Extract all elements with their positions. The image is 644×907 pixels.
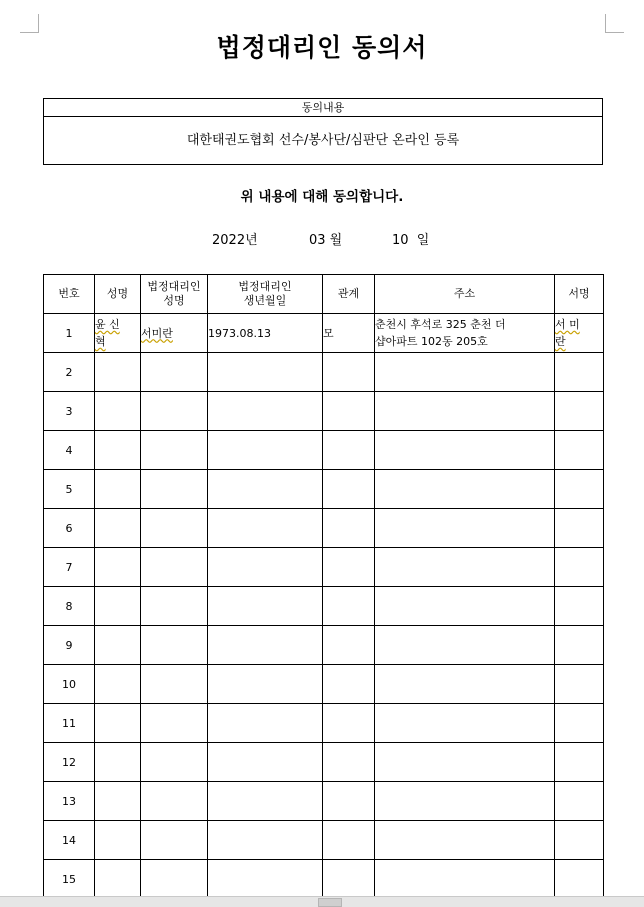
cell-relation[interactable] <box>323 743 375 782</box>
cell-name[interactable] <box>95 392 141 431</box>
cell-no[interactable]: 6 <box>44 509 95 548</box>
cell-guardian-name[interactable] <box>141 821 208 860</box>
table-row <box>44 353 604 392</box>
cell-no[interactable]: 8 <box>44 587 95 626</box>
table-row <box>44 548 604 587</box>
cell-name[interactable] <box>95 353 141 392</box>
cell-guardian-birth[interactable] <box>208 821 323 860</box>
scrollbar-thumb[interactable] <box>318 898 342 907</box>
cell-name[interactable] <box>95 470 141 509</box>
consent-header: 동의내용 <box>44 99 602 117</box>
cell-name[interactable] <box>95 548 141 587</box>
cell-guardian-birth[interactable] <box>208 626 323 665</box>
table-row <box>44 704 604 743</box>
cell-signature[interactable]: 서 미 란 <box>555 314 604 353</box>
cell-guardian-birth[interactable] <box>208 548 323 587</box>
cell-name[interactable] <box>95 626 141 665</box>
cell-signature[interactable] <box>555 860 604 899</box>
cell-guardian-birth[interactable] <box>208 704 323 743</box>
table-row <box>44 860 604 899</box>
cell-guardian-name[interactable] <box>141 509 208 548</box>
guardian-table <box>43 274 604 899</box>
cell-relation[interactable] <box>323 392 375 431</box>
date-year: 2022년 <box>212 233 258 248</box>
cell-no[interactable]: 10 <box>44 665 95 704</box>
cell-relation[interactable] <box>323 665 375 704</box>
cell-signature[interactable] <box>555 665 604 704</box>
cell-name[interactable] <box>95 431 141 470</box>
date-day: 10 일 <box>392 233 430 248</box>
document-title: 법정대리인 동의서 <box>216 33 428 62</box>
cell-address[interactable] <box>375 587 555 626</box>
date-month: 03 월 <box>309 233 343 248</box>
cell-relation[interactable] <box>323 782 375 821</box>
horizontal-scrollbar[interactable] <box>0 896 644 907</box>
table-row <box>44 509 604 548</box>
cell-guardian-name[interactable]: 서미란 <box>141 314 208 353</box>
cell-guardian-birth[interactable] <box>208 860 323 899</box>
cell-name[interactable]: 윤 신 혁 <box>95 314 141 353</box>
cell-no[interactable]: 12 <box>44 743 95 782</box>
cell-address[interactable] <box>375 665 555 704</box>
cell-signature[interactable] <box>555 353 604 392</box>
cell-no[interactable]: 5 <box>44 470 95 509</box>
table-row <box>44 821 604 860</box>
cell-address[interactable] <box>375 782 555 821</box>
cell-relation[interactable] <box>323 704 375 743</box>
cell-no[interactable]: 4 <box>44 431 95 470</box>
cell-guardian-birth[interactable] <box>208 470 323 509</box>
table-row <box>44 431 604 470</box>
cell-guardian-birth[interactable] <box>208 431 323 470</box>
table-body <box>44 314 604 899</box>
cell-relation[interactable]: 모 <box>323 314 375 353</box>
cell-address[interactable] <box>375 743 555 782</box>
cell-relation[interactable] <box>323 509 375 548</box>
cell-name[interactable] <box>95 782 141 821</box>
cell-address[interactable] <box>375 548 555 587</box>
cell-guardian-name[interactable] <box>141 431 208 470</box>
cell-no[interactable]: 11 <box>44 704 95 743</box>
cell-name[interactable] <box>95 743 141 782</box>
header-address: 주소 <box>375 275 555 314</box>
cell-guardian-birth[interactable] <box>208 782 323 821</box>
cell-guardian-name[interactable] <box>141 470 208 509</box>
cell-address[interactable] <box>375 353 555 392</box>
cell-signature[interactable] <box>555 704 604 743</box>
consent-box <box>43 98 603 165</box>
header-name: 성명 <box>95 275 141 314</box>
table-row <box>44 626 604 665</box>
cell-relation[interactable] <box>323 626 375 665</box>
cell-name[interactable] <box>95 665 141 704</box>
cell-guardian-name[interactable] <box>141 587 208 626</box>
cell-relation[interactable] <box>323 587 375 626</box>
cell-no[interactable]: 1 <box>44 314 95 353</box>
cell-no[interactable]: 13 <box>44 782 95 821</box>
header-signature: 서명 <box>555 275 604 314</box>
cell-no[interactable]: 7 <box>44 548 95 587</box>
cell-guardian-name[interactable] <box>141 860 208 899</box>
cell-guardian-name[interactable] <box>141 704 208 743</box>
cell-signature[interactable] <box>555 587 604 626</box>
cell-signature[interactable] <box>555 782 604 821</box>
cell-guardian-name[interactable] <box>141 548 208 587</box>
cell-name[interactable] <box>95 509 141 548</box>
cell-address[interactable] <box>375 860 555 899</box>
cell-guardian-birth[interactable] <box>208 353 323 392</box>
table-row <box>44 782 604 821</box>
cell-guardian-name[interactable] <box>141 392 208 431</box>
cell-guardian-name[interactable] <box>141 665 208 704</box>
cell-relation[interactable] <box>323 548 375 587</box>
cell-address[interactable] <box>375 431 555 470</box>
agree-statement: 위 내용에 대해 동의합니다. <box>240 189 404 205</box>
cell-address[interactable] <box>375 392 555 431</box>
cell-no[interactable]: 15 <box>44 860 95 899</box>
cell-relation[interactable] <box>323 470 375 509</box>
cell-guardian-name[interactable] <box>141 353 208 392</box>
cell-guardian-birth[interactable]: 1973.08.13 <box>208 314 323 353</box>
table-row <box>44 743 604 782</box>
cell-signature[interactable] <box>555 548 604 587</box>
header-guardian-name: 법정대리인 성명 <box>141 275 208 314</box>
cell-signature[interactable] <box>555 821 604 860</box>
cell-guardian-birth[interactable] <box>208 587 323 626</box>
cell-no[interactable]: 14 <box>44 821 95 860</box>
header-relation: 관계 <box>323 275 375 314</box>
cell-no[interactable]: 3 <box>44 392 95 431</box>
table-row <box>44 587 604 626</box>
cell-name[interactable] <box>95 821 141 860</box>
cell-relation[interactable] <box>323 353 375 392</box>
header-no: 번호 <box>44 275 95 314</box>
cell-relation[interactable] <box>323 431 375 470</box>
cell-name[interactable] <box>95 587 141 626</box>
cell-address[interactable] <box>375 626 555 665</box>
cell-name[interactable] <box>95 704 141 743</box>
consent-body: 대한태권도협회 선수/봉사단/심판단 온라인 등록 <box>186 133 460 148</box>
cell-address[interactable] <box>375 470 555 509</box>
cell-no[interactable]: 2 <box>44 353 95 392</box>
cell-guardian-birth[interactable] <box>208 743 323 782</box>
cell-signature[interactable] <box>555 626 604 665</box>
cell-address[interactable] <box>375 509 555 548</box>
table-row <box>44 665 604 704</box>
cell-guardian-name[interactable] <box>141 743 208 782</box>
cell-guardian-birth[interactable] <box>208 392 323 431</box>
table-row <box>44 314 604 353</box>
table-header-row <box>44 275 604 314</box>
cell-address[interactable]: 춘천시 후석로 325 춘천 더 샵아파트 102동 205호 <box>375 314 555 353</box>
cell-address[interactable] <box>375 821 555 860</box>
cell-signature[interactable] <box>555 743 604 782</box>
cell-guardian-name[interactable] <box>141 626 208 665</box>
cell-guardian-name[interactable] <box>141 782 208 821</box>
cell-name[interactable] <box>95 860 141 899</box>
cell-signature[interactable] <box>555 431 604 470</box>
cell-no[interactable]: 9 <box>44 626 95 665</box>
table-row <box>44 392 604 431</box>
cell-guardian-birth[interactable] <box>208 509 323 548</box>
cell-address[interactable] <box>375 704 555 743</box>
cell-relation[interactable] <box>323 860 375 899</box>
cell-signature[interactable] <box>555 392 604 431</box>
cell-relation[interactable] <box>323 821 375 860</box>
header-guardian-birth: 법정대리인 생년월일 <box>208 275 323 314</box>
table-row <box>44 470 604 509</box>
cell-guardian-birth[interactable] <box>208 665 323 704</box>
cell-signature[interactable] <box>555 470 604 509</box>
cell-signature[interactable] <box>555 509 604 548</box>
